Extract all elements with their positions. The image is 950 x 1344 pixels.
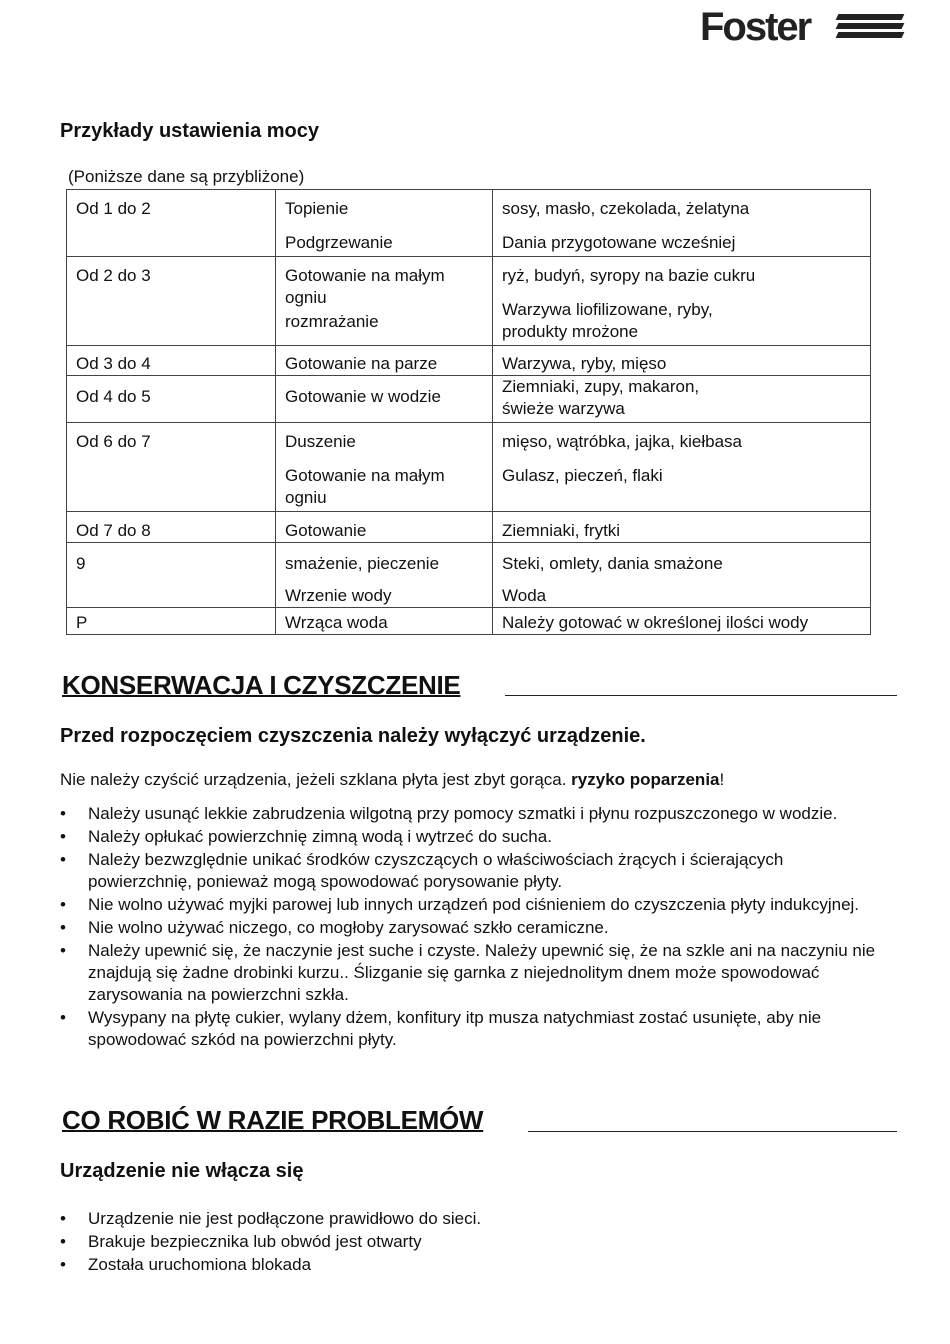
method-cell: Gotowanie xyxy=(276,512,493,543)
list-item: • Została uruchomiona blokada xyxy=(60,1254,890,1276)
method-cell: Gotowanie na parze xyxy=(276,346,493,376)
level-cell: Od 6 do 7 xyxy=(67,423,276,512)
level-cell: 9 xyxy=(67,543,276,608)
problems-heading-rule xyxy=(528,1131,897,1132)
list-item: • Należy upewnić się, że naczynie jest suche i czyste. Należy upewnić się, że na szkle ani na naczyniu nie znajdują się żadne drobinki kurzu.. Ślizganie się garnka z niejednolitym dnem może spowodować zarysowania na powierzchni szkła. xyxy=(60,940,878,1006)
brand-logo xyxy=(700,6,905,48)
list-item: • Nie wolno używać niczego, co mogłoby zarysować szkło ceramiczne. xyxy=(60,917,890,939)
table-row xyxy=(67,376,871,423)
level-cell: Od 1 do 2 xyxy=(67,190,276,257)
maintenance-subheading: Przed rozpoczęciem czyszczenia należy wyłączyć urządzenie. xyxy=(60,725,646,747)
level-cell: Od 2 do 3 xyxy=(67,257,276,346)
food-cell: Ziemniaki, frytki xyxy=(493,512,871,543)
problems-heading: CO ROBIĆ W RAZIE PROBLEMÓW xyxy=(62,1105,484,1135)
list-item: • Urządzenie nie jest podłączone prawidłowo do sieci. xyxy=(60,1208,890,1230)
food-cell: Należy gotować w określonej ilości wody xyxy=(493,608,871,635)
list-item: • Wysypany na płytę cukier, wylany dżem, konfitury itp musza natychmiast zostać usunięte, aby nie spowodować szkód na powierzchni płyty. xyxy=(60,1007,893,1051)
table-row xyxy=(67,346,871,376)
burn-risk-text: ryzyko poparzenia xyxy=(571,770,720,789)
brand-stripes-icon xyxy=(837,14,903,44)
food-cell: Steki, omlety, dania smażone Woda xyxy=(493,543,871,608)
food-cell: mięso, wątróbka, jajka, kiełbasa Gulasz, pieczeń, flaki xyxy=(493,423,871,512)
table-row xyxy=(67,512,871,543)
table-row xyxy=(67,423,871,512)
table-row xyxy=(67,257,871,346)
level-cell: P xyxy=(67,608,276,635)
list-item: • Należy opłukać powierzchnię zimną wodą i wytrzeć do sucha. xyxy=(60,826,890,848)
list-item: • Nie wolno używać myjki parowej lub innych urządzeń pod ciśnieniem do czyszczenia płyty indukcyjnej. xyxy=(60,894,878,916)
power-settings-note: (Poniższe dane są przybliżone) xyxy=(68,167,305,186)
table-row xyxy=(67,608,871,635)
method-cell: Gotowanie w wodzie xyxy=(276,376,493,423)
list-item: • Należy usunąć lekkie zabrudzenia wilgotną przy pomocy szmatki i płynu rozpuszczonego w wodzie. xyxy=(60,803,868,825)
level-cell: Od 7 do 8 xyxy=(67,512,276,543)
method-cell: Wrząca woda xyxy=(276,608,493,635)
method-cell: smażenie, pieczenie Wrzenie wody xyxy=(276,543,493,608)
food-cell: sosy, masło, czekolada, żelatyna Dania przygotowane wcześniej xyxy=(493,190,871,257)
method-cell: Duszenie Gotowanie na małym ogniu xyxy=(276,423,493,512)
maintenance-warning: Nie należy czyścić urządzenia, jeżeli szklana płyta jest zbyt gorąca. ryzyko poparzenia! xyxy=(60,770,725,789)
table-row xyxy=(67,190,871,257)
food-cell: ryż, budyń, syropy na bazie cukru Warzywa liofilizowane, ryby, produkty mrożone xyxy=(493,257,871,346)
table-row xyxy=(67,543,871,608)
problems-list xyxy=(60,1208,890,1276)
maintenance-list xyxy=(60,803,890,1051)
list-item: • Należy bezwzględnie unikać środków czyszczących o właściwościach żrących i ścierających powierzchnię, ponieważ mogą spowodować porysowanie płyty. xyxy=(60,849,878,893)
maintenance-heading: KONSERWACJA I CZYSZCZENIE xyxy=(62,670,461,700)
food-cell: Warzywa, ryby, mięso xyxy=(493,346,871,376)
problems-subheading: Urządzenie nie włącza się xyxy=(60,1160,304,1182)
level-cell: Od 3 do 4 xyxy=(67,346,276,376)
list-item: • Brakuje bezpiecznika lub obwód jest otwarty xyxy=(60,1231,890,1253)
food-cell: Ziemniaki, zupy, makaron, świeże warzywa xyxy=(493,376,871,423)
level-cell: Od 4 do 5 xyxy=(67,376,276,423)
method-cell: Topienie Podgrzewanie xyxy=(276,190,493,257)
brand-name: Foster xyxy=(700,5,811,49)
power-settings-table xyxy=(66,189,871,635)
method-cell: Gotowanie na małym ogniu rozmrażanie xyxy=(276,257,493,346)
power-settings-heading: Przykłady ustawienia mocy xyxy=(60,120,320,142)
maintenance-heading-rule xyxy=(505,695,897,696)
